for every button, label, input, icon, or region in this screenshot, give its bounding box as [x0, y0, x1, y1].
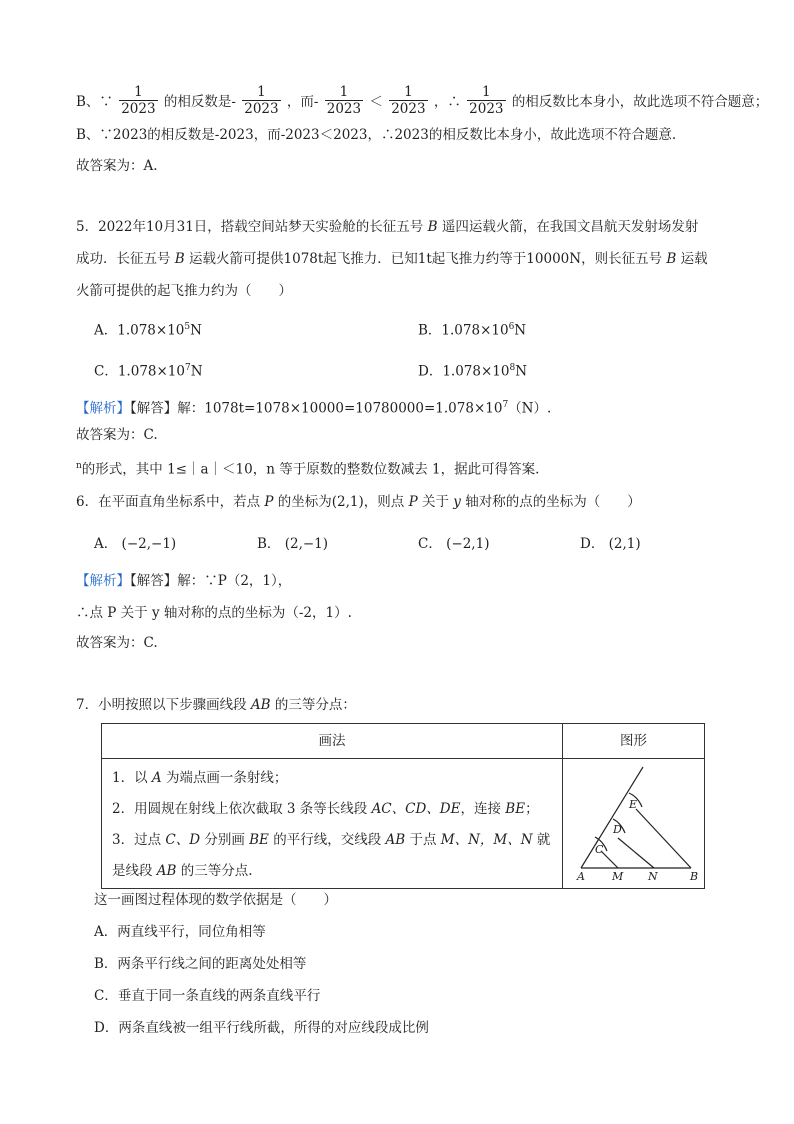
table-header-figure: 图形	[563, 724, 705, 759]
parallel-through-c	[601, 851, 618, 868]
parallel-through-d	[618, 838, 654, 868]
q7-option-b[interactable]: B．两条平行线之间的距离处处相等	[94, 956, 307, 972]
q5-option-a[interactable]: A．$1.078\times 10^5N$	[94, 322, 202, 339]
q5-stem-line2: 成功．长征五号 B 运载火箭可提供1078t起飞推力．已知1t起飞推力约等于10000N，则长征五号 B 运载	[76, 251, 708, 267]
solution-tag: 【解答】	[130, 400, 178, 417]
fraction: $\frac{1}{2023}$	[469, 84, 504, 117]
q5-option-c[interactable]: C．$1.078\times 10^7N$	[94, 363, 203, 380]
q5-option-b[interactable]: B．$1.078\times 10^6N$	[418, 322, 527, 339]
q4-answer: 故答案为：A.	[76, 158, 158, 174]
q6-step2: ∴点 P 关于 y 轴对称的点的坐标为（-2，1）.	[76, 605, 352, 621]
q5-answer: 故答案为：C.	[76, 427, 158, 443]
q5-solution: 【解析】【解答】解：$1078t=1078\times 10000=10780000=1.078\times 10^7(N)$.	[76, 400, 552, 417]
text: ，而-	[286, 94, 319, 110]
text: 的相反数是-	[163, 94, 236, 110]
text: 的相反数比本身小，故此选项不符合题意；	[511, 94, 769, 110]
label-e: E	[629, 798, 638, 811]
q7-option-d[interactable]: D．两条直线被一组平行线所截，所得的对应线段成比例	[94, 1020, 429, 1036]
table-cell-steps	[102, 759, 563, 889]
step-3: 3．过点 C、D 分别画 BE 的平行线，交线段 AB 于点 M、N，M、N 就	[112, 832, 551, 848]
fraction: $\frac{1}{2023}$	[121, 84, 156, 117]
step-4: 是线段 AB 的三等分点.	[112, 863, 253, 879]
q5-stem-line3: 火箭可提供的起飞推力约为（ ）	[76, 283, 292, 299]
text: ＜	[369, 94, 383, 110]
fraction: $\frac{1}{2023}$	[244, 84, 279, 117]
step-2: 2．用圆规在射线上依次截取 3 条等长线段 AC、CD、DE，连接 BE；	[112, 801, 539, 817]
q7-table	[101, 723, 705, 889]
q6-stem: 6．在平面直角坐标系中，若点 P 的坐标为(2,1)，则点 P 关于 y 轴对称的点的坐标为（ ）	[76, 494, 641, 510]
label-m: M	[612, 870, 624, 883]
analysis-tag: 【解析】	[76, 573, 130, 589]
q7-question: 这一画图过程体现的数学依据是（ ）	[94, 892, 337, 908]
q6-option-b[interactable]: B． (2,−1)	[257, 536, 329, 552]
label-d: D	[613, 823, 622, 836]
table-cell-figure	[563, 759, 705, 889]
trisection-figure	[563, 759, 703, 884]
q6-option-a[interactable]: A． (−2,−1)	[94, 536, 177, 552]
text: B、∵	[76, 94, 113, 110]
ray-from-a	[581, 767, 643, 868]
q5-option-d[interactable]: D．$1.078\times 10^8N$	[418, 363, 528, 380]
q6-solution: 【解析】【解答】解：∵P（2，1），	[76, 573, 292, 589]
q6-answer: 故答案为：C.	[76, 635, 158, 651]
label-c: C	[595, 843, 604, 856]
q7-option-c[interactable]: C．垂直于同一条直线的两条直线平行	[94, 988, 321, 1004]
step-1: 1．以 A 为端点画一条射线；	[112, 770, 288, 786]
table-header-method: 画法	[102, 724, 563, 759]
q5-note: $^n$的形式，其中 1≤｜a｜＜10，n 等于原数的整数位数减去 1，据此可得答案.	[76, 461, 540, 478]
label-a: A	[577, 870, 585, 883]
solution-tag: 【解答】	[130, 573, 178, 589]
q4-option-b-text: B、∵2023的相反数是-2023，而-2023＜2023，∴2023的相反数比本身小，故此选项不符合题意.	[76, 127, 677, 143]
q7-option-a[interactable]: A．两直线平行，同位角相等	[94, 924, 266, 940]
q5-stem-line1: 5．2022年10月31日，搭载空间站梦天实验舱的长征五号 B 遥四运载火箭，在我国文昌航天发射场发射	[76, 219, 699, 235]
q4-option-b-fraction-line	[76, 86, 768, 119]
fraction: $\frac{1}{2023}$	[326, 84, 362, 117]
q6-option-d[interactable]: D． (2,1)	[580, 536, 641, 552]
label-b: B	[690, 870, 699, 883]
q6-option-c[interactable]: C． (−2,1)	[418, 536, 490, 552]
fraction: $\frac{1}{2023}$	[391, 84, 426, 117]
label-n: N	[648, 870, 658, 883]
text: ，∴	[433, 94, 461, 110]
analysis-tag: 【解析】	[76, 400, 130, 417]
q7-stem: 7．小明按照以下步骤画线段 AB 的三等分点：	[76, 697, 356, 713]
